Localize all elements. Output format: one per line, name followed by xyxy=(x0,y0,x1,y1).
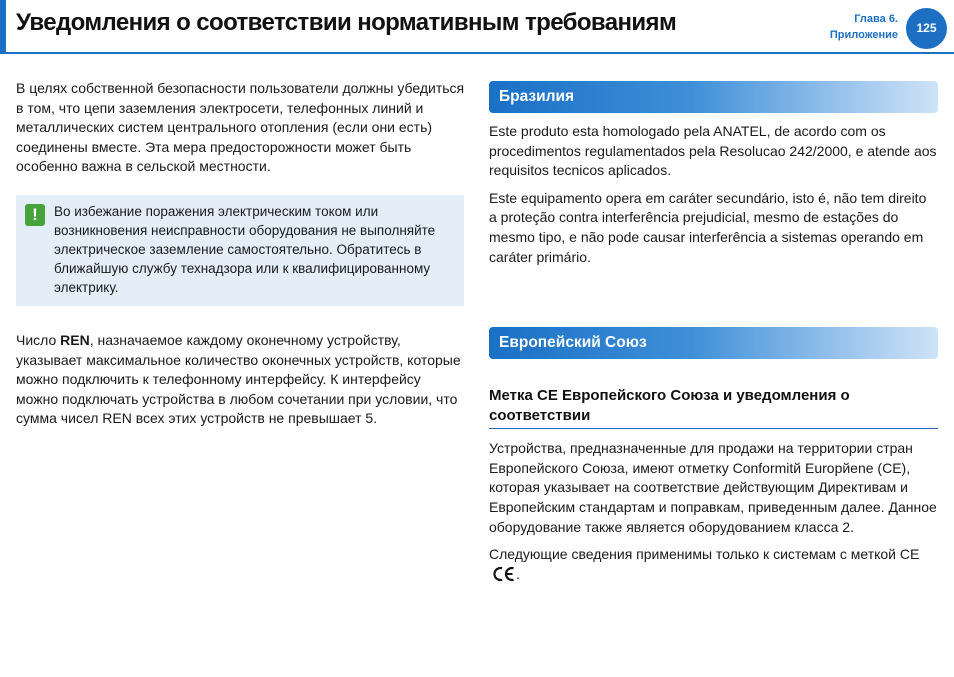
warning-text: Во избежание поражения электрическим током или возникновения неисправности оборудования не выполняйте электрическое заземление самостоятельно. Обратитесь в ближайшую службу технадзора или к квалифицированному электрику. xyxy=(54,203,436,295)
brazil-paragraph-1: Este produto esta homologado pela ANATEL, de acordo com os procedimentos regulamentados pela Resolucao 242/2000, e atende aos requisitos tecnicos aplicados. xyxy=(489,123,937,179)
header-accent-bar xyxy=(0,0,6,52)
eu-subheading: Метка CE Европейского Союза и уведомления о соответствии xyxy=(489,386,938,429)
right-column xyxy=(489,81,938,587)
eu-paragraph-2 xyxy=(489,545,938,587)
section-heading-eu: Европейский Союз xyxy=(489,327,938,359)
chapter-number: Глава 6. xyxy=(854,13,898,25)
chapter-label xyxy=(830,11,898,43)
eu-paragraph-2-text: Следующие сведения применимы только к системам с меткой CE xyxy=(489,546,920,563)
brazil-paragraph-2: Este equipamento opera em caráter secundário, isto é, não tem direito a proteção contra interferência prejudicial, mesmo de estações do mesmo tipo, e não pode causar interferência a sistemas operando em caráter primário. xyxy=(489,189,927,265)
ren-text: , назначаемое каждому оконечному устройству, указывает максимальное количество оконечных устройств, которые можно подключить к телефонному интерфейсу. К интерфейсу можно подключать устройства в любом сочетании при условии, что сумма чисел REN всех этих устройств не превышает 5. xyxy=(16,331,461,427)
ce-mark-icon xyxy=(492,566,516,588)
exclamation-icon: ! xyxy=(25,204,45,226)
eu-paragraph-1: Устройства, предназначенные для продажи на территории стран Европейского Союза, имеют отметку Conformitй Europйene (CE), которая указывает на соответствие действующим Директивам и Европейским стандартам и поправкам, приведенным далее. Данное оборудование также является оборудованием класса 2. xyxy=(489,440,937,535)
header-rule xyxy=(0,52,954,54)
ren-paragraph xyxy=(16,331,466,429)
left-column xyxy=(16,79,466,429)
page-title: Уведомления о соответствии нормативным требованиям xyxy=(16,9,677,36)
ren-prefix: Число xyxy=(16,331,61,348)
warning-box xyxy=(16,195,464,306)
eu-paragraph-2-end: . xyxy=(516,565,520,582)
section-heading-brazil: Бразилия xyxy=(489,81,938,113)
ren-term: REN xyxy=(60,331,90,348)
intro-paragraph: В целях собственной безопасности пользователи должны убедиться в том, что цепи заземления электросети, телефонных линий и металлических систем центрального отопления (если они есть) соединены вместе. Эта мера предосторожности может быть особенно важна в сельской местности. xyxy=(16,80,465,175)
chapter-name: Приложение xyxy=(829,29,898,41)
page-number-badge: 125 xyxy=(906,8,947,49)
